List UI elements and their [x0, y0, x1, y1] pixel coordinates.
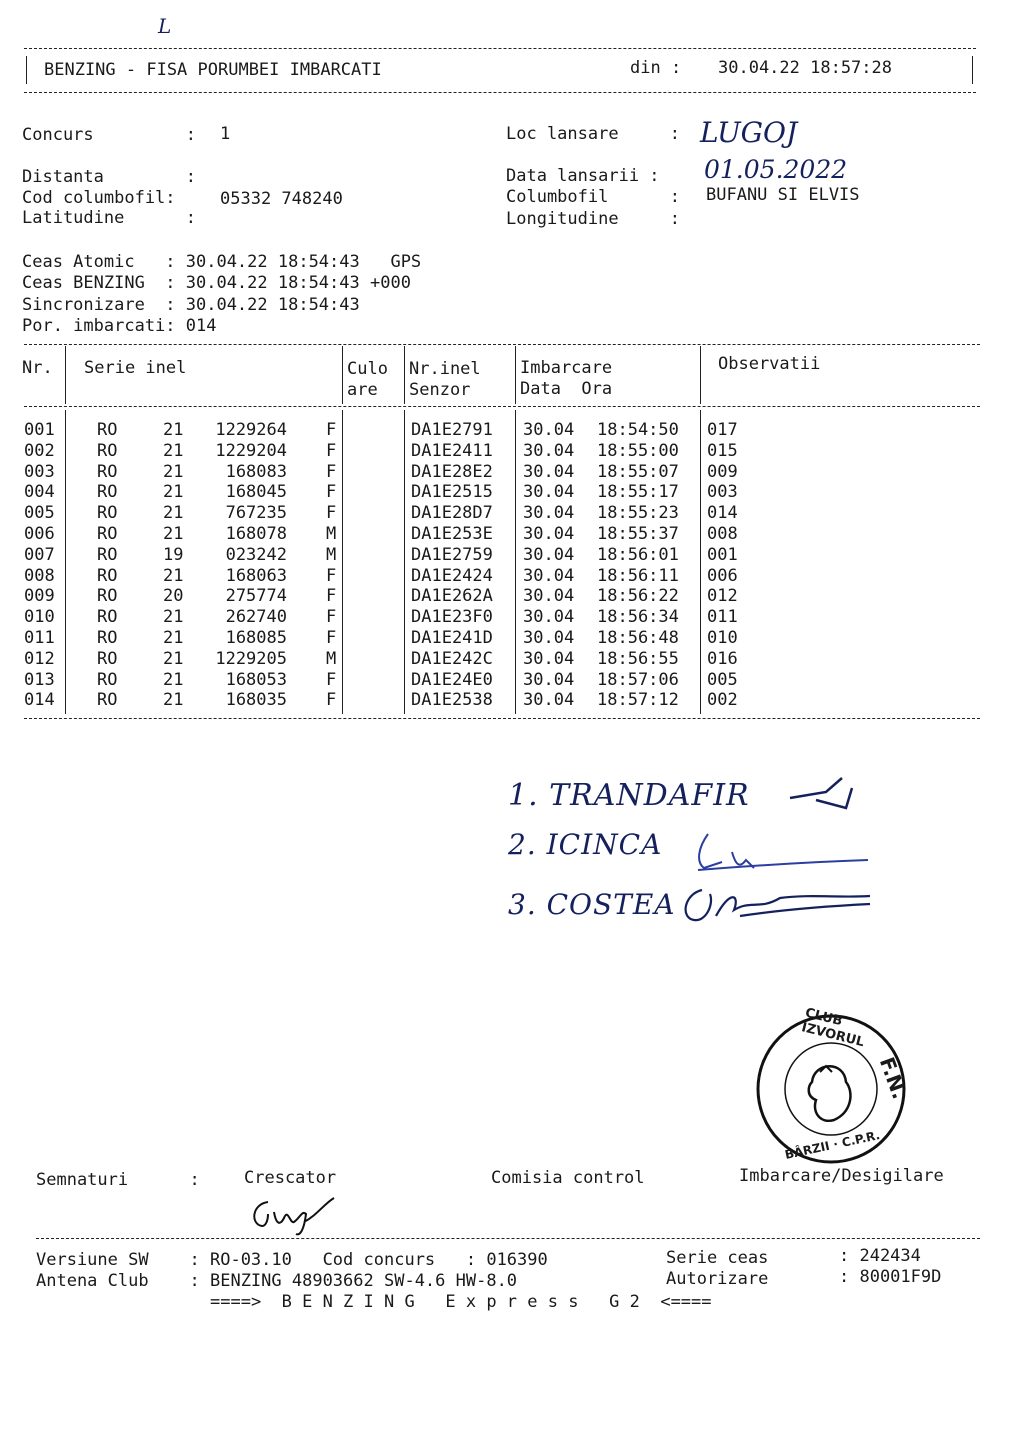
handwritten-line-3: 3. COSTEA [508, 888, 676, 921]
cell-sex: F [326, 565, 337, 586]
serie-ceas-label: Serie ceas [666, 1248, 769, 1268]
cell-senzor: DA1E2759 [411, 544, 493, 565]
cell-tara: RO [97, 628, 118, 648]
cell-inel: 168083 [225, 461, 287, 482]
th-culoare-1: Culo [347, 359, 388, 379]
cell-tara: RO [97, 544, 118, 565]
cell-data: 30.04 [523, 482, 575, 503]
cell-inel: 168078 [225, 524, 287, 544]
cell-tara: RO [97, 586, 118, 607]
table-row [0, 524, 1000, 545]
table-row [0, 690, 1000, 711]
table-row [0, 482, 1000, 503]
cell-an: 21 [163, 420, 184, 440]
th-culoare-2: are [347, 380, 378, 400]
cell-tara: RO [97, 482, 118, 503]
footer-top-rule [36, 1238, 980, 1239]
cell-senzor: DA1E241D [411, 628, 493, 648]
cell-nr: 006 [24, 524, 55, 544]
cell-sex: M [326, 524, 337, 544]
stamp-right-text: F.N. [874, 1053, 912, 1103]
cell-sex: F [326, 669, 337, 690]
cell-ora: 18:56:48 [597, 628, 679, 648]
cell-nr: 011 [24, 628, 55, 648]
cell-nr: 009 [24, 586, 55, 607]
cell-an: 21 [163, 607, 184, 628]
cell-nr: 005 [24, 503, 55, 524]
cell-an: 21 [163, 669, 184, 690]
cell-an: 21 [163, 482, 184, 503]
cell-inel: 168035 [225, 690, 287, 711]
cell-ora: 18:55:37 [597, 524, 679, 544]
cell-inel: 168045 [225, 482, 287, 503]
cell-sex: F [326, 440, 337, 461]
table-row [0, 503, 1000, 524]
th-imbarcare: Imbarcare [520, 358, 613, 378]
cell-nr: 002 [24, 440, 55, 461]
signature-mark-1 [786, 770, 856, 814]
cell-sex: F [326, 628, 337, 648]
header-top-rule [24, 48, 976, 49]
cell-data: 30.04 [523, 690, 575, 711]
cell-tara: RO [97, 607, 118, 628]
serie-ceas-value: : 242434 [839, 1246, 921, 1266]
cell-ora: 18:56:11 [597, 565, 679, 586]
cell-senzor: DA1E24E0 [411, 669, 493, 690]
cell-tara: RO [97, 420, 118, 440]
data-lansarii-label: Data lansarii : [506, 166, 660, 186]
cell-obs: 008 [707, 524, 738, 544]
table-header-rule [24, 406, 980, 407]
cell-data: 30.04 [523, 565, 575, 586]
cell-nr: 010 [24, 607, 55, 628]
autorizare-label: Autorizare [666, 1269, 769, 1289]
signature-mark-3 [680, 880, 880, 930]
cell-inel: 023242 [225, 544, 287, 565]
cell-senzor: DA1E2411 [411, 440, 493, 461]
cell-data: 30.04 [523, 420, 575, 440]
cell-data: 30.04 [523, 461, 575, 482]
cell-inel: 168063 [225, 565, 287, 586]
cell-ora: 18:56:01 [597, 544, 679, 565]
cell-senzor: DA1E2515 [411, 482, 493, 503]
table-row [0, 649, 1000, 670]
header-bottom-rule [24, 92, 976, 93]
concurs-value: 1 [220, 124, 231, 144]
footer-line-2: Antena Club : BENZING 48903662 SW-4.6 HW-8.0 [36, 1271, 518, 1291]
columbofil-label: Columbofil : [506, 187, 680, 207]
cell-senzor: DA1E28D7 [411, 503, 493, 524]
col-sep-5 [700, 346, 701, 404]
footer-line-1: Versiune SW : RO-03.10 Cod concurs : 016390 [36, 1250, 548, 1270]
cell-senzor: DA1E242C [411, 648, 493, 669]
th-nr: Nr. [22, 358, 53, 378]
table-row [0, 586, 1000, 607]
cell-obs: 014 [707, 503, 738, 524]
cell-tara: RO [97, 648, 118, 669]
ceas-atomic-line: Ceas Atomic : 30.04.22 18:54:43 GPS [22, 252, 422, 272]
cell-inel: 767235 [225, 503, 287, 524]
concurs-label: Concurs : [22, 125, 196, 145]
autorizare-value: : 80001F9D [839, 1267, 942, 1287]
cell-inel: 168085 [225, 628, 287, 648]
longitudine-label: Longitudine : [506, 209, 680, 229]
signature-mark-2 [688, 828, 878, 878]
cell-ora: 18:55:00 [597, 440, 679, 461]
cell-obs: 001 [707, 544, 738, 565]
table-row [0, 441, 1000, 462]
cell-senzor: DA1E23F0 [411, 607, 493, 628]
col-sep-3 [404, 346, 405, 404]
cell-sex: F [326, 420, 337, 440]
cell-obs: 006 [707, 565, 738, 586]
semnaturi-label: Semnaturi : [36, 1170, 200, 1190]
cell-sex: F [326, 503, 337, 524]
cell-ora: 18:55:17 [597, 482, 679, 503]
cell-data: 30.04 [523, 669, 575, 690]
cell-an: 21 [163, 503, 184, 524]
benzing-express-banner: ====> B E N Z I N G E x p r e s s G 2 <==== [210, 1292, 712, 1312]
cell-obs: 002 [707, 690, 738, 711]
cell-inel: 262740 [225, 607, 287, 628]
th-nr-inel: Nr.inel [409, 359, 481, 379]
cell-tara: RO [97, 503, 118, 524]
cell-tara: RO [97, 565, 118, 586]
cell-data: 30.04 [523, 544, 575, 565]
cell-senzor: DA1E253E [411, 524, 493, 544]
cell-data: 30.04 [523, 648, 575, 669]
table-row [0, 420, 1000, 441]
col-sep-2 [342, 346, 343, 404]
header-datetime: 30.04.22 18:57:28 [718, 58, 892, 78]
table-row [0, 545, 1000, 566]
cell-obs: 015 [707, 440, 738, 461]
cell-obs: 009 [707, 461, 738, 482]
cell-an: 21 [163, 628, 184, 648]
handwritten-line-2: 2. ICINCA [508, 828, 663, 861]
cell-senzor: DA1E28E2 [411, 461, 493, 482]
porumbei-imbarcati-line: Por. imbarcati: 014 [22, 316, 217, 336]
handwritten-mark: L [158, 14, 172, 38]
cell-senzor: DA1E2791 [411, 420, 493, 440]
cell-nr: 012 [24, 648, 55, 669]
th-serie-inel: Serie inel [84, 358, 187, 378]
cell-nr: 013 [24, 669, 55, 690]
header-right-border [972, 56, 973, 84]
cell-nr: 001 [24, 420, 55, 440]
th-data-ora: Data Ora [520, 379, 613, 399]
imbarcare-desigilare-label: Imbarcare/Desigilare [739, 1166, 944, 1186]
cell-nr: 008 [24, 565, 55, 586]
table-row [0, 628, 1000, 649]
table-row [0, 670, 1000, 691]
cell-sex: F [326, 482, 337, 503]
cell-ora: 18:54:50 [597, 420, 679, 440]
cell-data: 30.04 [523, 503, 575, 524]
cell-obs: 011 [707, 607, 738, 628]
crescator-label: Crescator [244, 1168, 337, 1188]
header-left-border [26, 56, 27, 84]
table-row [0, 566, 1000, 587]
stamp-bottom-text: BÂRZII · C.P.R. [783, 1128, 882, 1162]
cell-nr: 007 [24, 544, 55, 565]
cell-data: 30.04 [523, 607, 575, 628]
cell-obs: 016 [707, 648, 738, 669]
cell-an: 21 [163, 565, 184, 586]
crescator-signature [244, 1194, 344, 1240]
cell-obs: 005 [707, 669, 738, 690]
cell-tara: RO [97, 690, 118, 711]
cell-data: 30.04 [523, 628, 575, 648]
cell-sex: F [326, 586, 337, 607]
cell-ora: 18:56:22 [597, 586, 679, 607]
cell-an: 21 [163, 648, 184, 669]
table-row [0, 462, 1000, 483]
sincronizare-line: Sincronizare : 30.04.22 18:54:43 [22, 295, 360, 315]
columbofil-value: BUFANU SI ELVIS [706, 185, 860, 205]
cell-sex: F [326, 607, 337, 628]
cell-ora: 18:57:06 [597, 669, 679, 690]
cell-obs: 017 [707, 420, 738, 440]
header-din-label: din : [630, 58, 682, 78]
col-sep-1 [65, 346, 66, 404]
stamp-top-text: CLUB IZVORUL [799, 1005, 866, 1051]
cell-tara: RO [97, 461, 118, 482]
cell-data: 30.04 [523, 586, 575, 607]
cell-sex: M [326, 648, 337, 669]
ceas-benzing-line: Ceas BENZING : 30.04.22 18:54:43 +000 [22, 273, 411, 293]
th-senzor: Senzor [409, 380, 471, 400]
cell-inel: 1229205 [215, 648, 287, 669]
cod-columbofil-label: Cod columbofil: [22, 188, 176, 208]
club-stamp [754, 1005, 912, 1166]
data-lansarii-handwritten: 01.05.2022 [704, 155, 848, 184]
cell-inel: 275774 [225, 586, 287, 607]
cell-tara: RO [97, 524, 118, 544]
cell-sex: M [326, 544, 337, 565]
cell-senzor: DA1E262A [411, 586, 493, 607]
cell-an: 21 [163, 461, 184, 482]
cell-an: 19 [163, 544, 184, 565]
cell-ora: 18:55:23 [597, 503, 679, 524]
cell-data: 30.04 [523, 440, 575, 461]
th-observatii: Observatii [718, 354, 821, 374]
table-bottom-rule [24, 718, 980, 719]
cell-nr: 004 [24, 482, 55, 503]
document-title: BENZING - FISA PORUMBEI IMBARCATI [44, 60, 382, 80]
cell-an: 20 [163, 586, 184, 607]
loc-lansare-label: Loc lansare : [506, 124, 680, 144]
comisia-control-label: Comisia control [491, 1168, 645, 1188]
cell-sex: F [326, 461, 337, 482]
cell-obs: 003 [707, 482, 738, 503]
cell-tara: RO [97, 669, 118, 690]
cell-obs: 010 [707, 628, 738, 648]
cell-obs: 012 [707, 586, 738, 607]
distanta-label: Distanta : [22, 167, 196, 187]
loc-lansare-handwritten: LUGOJ [700, 116, 798, 149]
cell-ora: 18:55:07 [597, 461, 679, 482]
cell-an: 21 [163, 690, 184, 711]
cell-ora: 18:56:55 [597, 648, 679, 669]
cell-an: 21 [163, 524, 184, 544]
cell-ora: 18:57:12 [597, 690, 679, 711]
cell-inel: 168053 [225, 669, 287, 690]
col-sep-4 [515, 346, 516, 404]
table-row [0, 607, 1000, 628]
cell-ora: 18:56:34 [597, 607, 679, 628]
cell-inel: 1229204 [215, 440, 287, 461]
cell-nr: 003 [24, 461, 55, 482]
cell-inel: 1229264 [215, 420, 287, 440]
handwritten-line-1: 1. TRANDAFIR [508, 778, 750, 813]
cell-tara: RO [97, 440, 118, 461]
latitudine-label: Latitudine : [22, 208, 196, 228]
cell-an: 21 [163, 440, 184, 461]
cell-nr: 014 [24, 690, 55, 711]
cell-senzor: DA1E2424 [411, 565, 493, 586]
table-top-rule [24, 344, 980, 345]
cell-data: 30.04 [523, 524, 575, 544]
cod-columbofil-value: 05332 748240 [220, 189, 343, 209]
cell-senzor: DA1E2538 [411, 690, 493, 711]
cell-sex: F [326, 690, 337, 711]
